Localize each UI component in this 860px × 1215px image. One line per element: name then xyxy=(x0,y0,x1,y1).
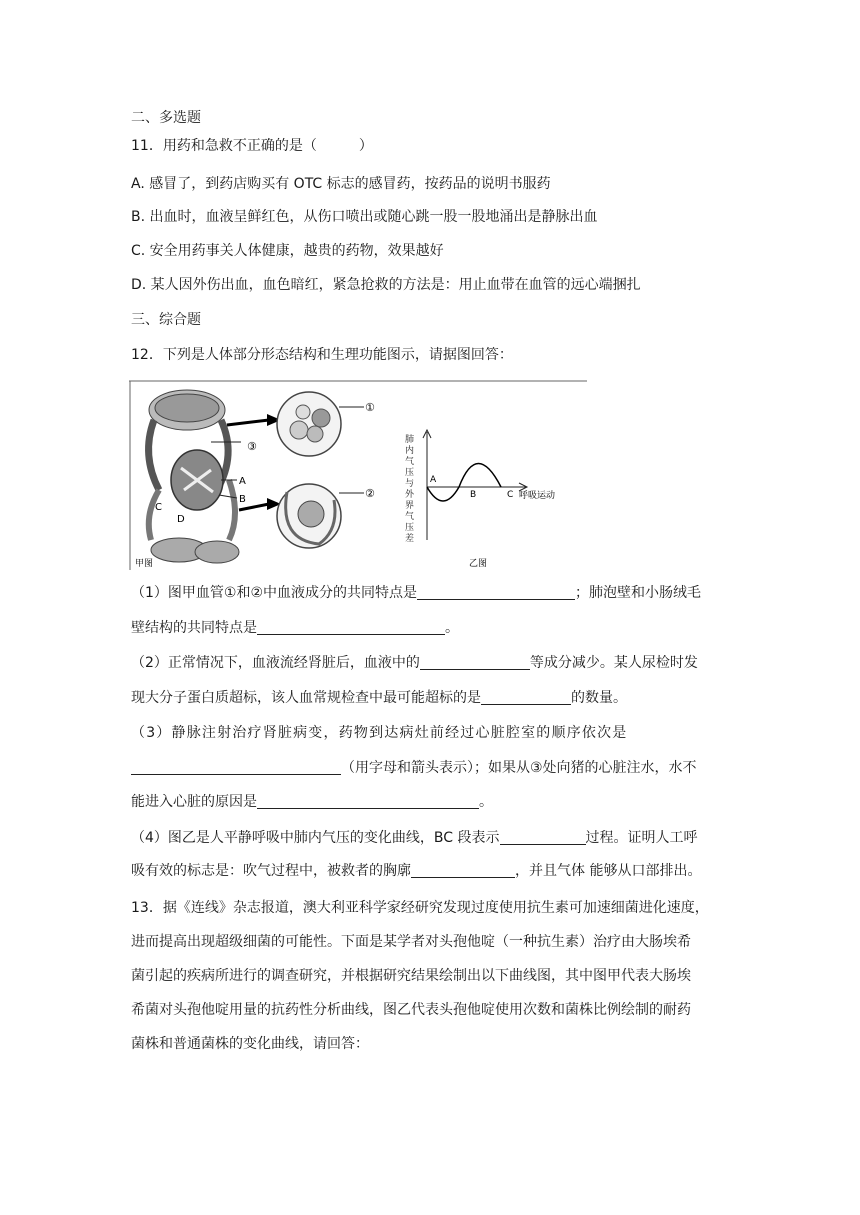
q12-part4-text-c: 吸有效的标志是：吹气过程中，被救者的胸廓 xyxy=(131,863,411,879)
label-a: A xyxy=(239,476,246,487)
circulation-diagram xyxy=(135,390,257,569)
q12-part1-text-d: 。 xyxy=(445,620,459,636)
q12-part4-text-d: ，并且气体 能够从口部排出。 xyxy=(515,863,702,879)
point-a: A xyxy=(430,475,437,485)
q12-part3-text-b: （用字母和箭头表示）；如果从③处向猪的心脏注水，水不 xyxy=(341,760,697,776)
option-c: C. 安全用药事关人体健康，越贵的药物，效果越好 xyxy=(131,243,444,259)
answer-blank-3[interactable] xyxy=(420,653,530,670)
q12-part1-text-a: （1）图甲血管①和②中血液成分的共同特点是 xyxy=(131,585,418,601)
option-d: D. 某人因外伤出血，血色暗红，紧急抢救的方法是：用止血带在血管的远心端捆扎 xyxy=(131,277,641,293)
answer-blank-7[interactable] xyxy=(500,828,586,845)
question-13-line-1: 13．据《连线》杂志报道，澳大利亚科学家经研究发现过度使用抗生素可加速细菌进化速度， xyxy=(131,900,709,916)
label-3: ③ xyxy=(247,440,257,453)
label-c: C xyxy=(155,502,162,513)
q12-part3-line2 xyxy=(131,758,697,778)
q12-part4-text-a: （4）图乙是人平静呼吸中肺内气压的变化曲线，BC 段表示 xyxy=(131,830,500,846)
q12-part2-line1 xyxy=(131,653,698,673)
x-axis-label: 呼吸运动 xyxy=(519,491,556,501)
pressure-curve-chart xyxy=(405,430,555,569)
figure-svg xyxy=(129,380,587,570)
q12-part1-text-b: ；肺泡壁和小肠绒毛 xyxy=(575,585,702,601)
q12-part1-line1 xyxy=(131,583,701,603)
label-d: D xyxy=(177,514,185,525)
caption-right: 乙图 xyxy=(469,559,488,569)
alveoli-diagram xyxy=(277,392,375,456)
section-heading-multiple-choice: 二、多选题 xyxy=(131,110,201,126)
q12-part4-text-b: 过程。证明人工呼 xyxy=(585,830,698,846)
q12-part4-line1 xyxy=(131,828,698,848)
q12-part3-line1: （3）静脉注射治疗肾脏病变，药物到达病灶前经过心脏腔室的顺序依次是 xyxy=(131,725,628,741)
answer-blank-1[interactable] xyxy=(417,583,575,600)
curve-trough xyxy=(427,487,459,501)
option-b: B. 出血时，血液呈鲜红色，从伤口喷出或随心跳一股一股地涌出是静脉出血 xyxy=(131,209,598,225)
answer-blank-8[interactable] xyxy=(411,861,515,878)
section-heading-comprehensive: 三、综合题 xyxy=(131,312,201,328)
label-1: ① xyxy=(365,401,375,414)
q12-part1-text-c: 壁结构的共同特点是 xyxy=(131,620,257,636)
q12-part3-line3 xyxy=(131,792,493,812)
villus-diagram xyxy=(277,484,375,548)
question-13-line-5: 菌株和普通菌株的变化曲线，请回答： xyxy=(131,1036,369,1052)
answer-blank-4[interactable] xyxy=(481,688,571,705)
q12-part2-text-a: （2）正常情况下，血液流经肾脏后，血液中的 xyxy=(131,655,420,671)
question-12-figure xyxy=(129,380,587,570)
question-13-line-4: 希菌对头孢他啶用量的抗药性分析曲线，图乙代表头孢他啶使用次数和菌株比例绘制的耐药 xyxy=(131,1002,691,1018)
answer-blank-5[interactable] xyxy=(131,758,341,775)
answer-blank-2[interactable] xyxy=(257,618,445,635)
question-13-line-2: 进而提高出现超级细菌的可能性。下面是某学者对头孢他啶（一种抗生素）治疗由大肠埃希 xyxy=(131,934,691,950)
option-a: A. 感冒了，到药店购买有 OTC 标志的感冒药，按药品的说明书服药 xyxy=(131,176,551,192)
answer-blank-6[interactable] xyxy=(257,792,479,809)
q12-part2-line2 xyxy=(131,688,627,708)
label-2: ② xyxy=(365,487,375,500)
caption-left: 甲图 xyxy=(135,559,154,569)
question-12-stem: 12．下列是人体部分形态结构和生理功能图示，请据图回答： xyxy=(131,347,513,363)
q12-part2-text-c: 现大分子蛋白质超标，该人血常规检查中最可能超标的是 xyxy=(131,690,481,706)
point-b: B xyxy=(470,490,477,500)
q12-part2-text-b: 等成分减少。某人尿检时发 xyxy=(529,655,698,671)
question-13-line-3: 菌引起的疾病所进行的调查研究，并根据研究结果绘制出以下曲线图，其中图甲代表大肠埃 xyxy=(131,968,691,984)
point-c: C xyxy=(507,490,514,500)
q12-part4-line2 xyxy=(131,861,701,881)
y-axis-label: 肺内气压 与外界气 压差 xyxy=(405,435,415,544)
q12-part1-line2 xyxy=(131,618,459,638)
q12-part2-text-d: 的数量。 xyxy=(571,690,627,706)
q12-part3-text-c: 能进入心脏的原因是 xyxy=(131,794,257,810)
label-b: B xyxy=(239,494,246,505)
curve-peak xyxy=(459,464,501,488)
question-11-stem: 11．用药和急救不正确的是（ ） xyxy=(131,138,373,154)
q12-part3-text-d: 。 xyxy=(479,794,493,810)
